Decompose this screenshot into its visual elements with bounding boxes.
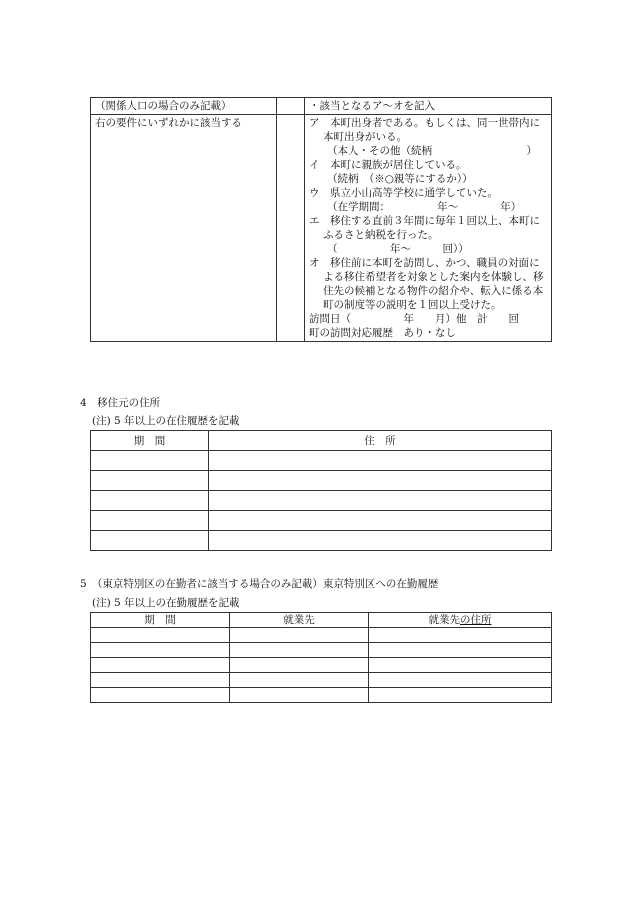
employer-cell[interactable] [230, 628, 369, 643]
previous-address-header [91, 431, 552, 451]
option-a-detail: （本人・その他（続柄 ） [327, 145, 537, 157]
address-header: 住 所 [209, 431, 552, 451]
period-cell[interactable] [91, 531, 209, 551]
table-row [91, 511, 552, 531]
employer-address-cell[interactable] [369, 628, 552, 643]
period-cell[interactable] [91, 491, 209, 511]
table-row [91, 628, 552, 643]
option-u: ウ 県立小山高等学校に通学していた。 [309, 187, 498, 199]
employer-address-header [369, 613, 552, 628]
requirements-label: 右の要件にいずれかに該当する [91, 115, 277, 342]
period-cell[interactable] [91, 511, 209, 531]
employer-address-cell[interactable] [369, 658, 552, 673]
related-population-note: （関係人口の場合のみ記載） [91, 98, 277, 115]
requirements-row [91, 115, 552, 342]
employer-address-cell[interactable] [369, 643, 552, 658]
table-row [91, 491, 552, 511]
employer-header: 就業先 [230, 613, 369, 628]
option-e: エ 移住する直前３年間に毎年１回以上、本町にふるさと納税を行った。 [309, 215, 540, 241]
period-cell[interactable] [91, 451, 209, 471]
option-i-detail: （続柄 （※○親等にするか）） [327, 173, 473, 185]
address-cell[interactable] [209, 511, 552, 531]
requirements-options [305, 115, 552, 342]
previous-address-table [90, 430, 552, 551]
visit-history-line: 町の訪問対応履歴 あり・なし [309, 327, 456, 339]
table-row [91, 688, 552, 703]
section-4-title: 4 移住元の住所 [80, 397, 161, 409]
employer-cell[interactable] [230, 643, 369, 658]
section-5-title: 5 （東京特別区の在勤者に該当する場合のみ記載）東京特別区への在勤履歴 [80, 578, 439, 590]
requirements-entry-cell[interactable] [277, 115, 305, 342]
employer-address-header-part1: 就業先 [428, 613, 460, 626]
period-cell[interactable] [91, 471, 209, 491]
option-i: イ 本町に親族が居住している。 [309, 159, 467, 171]
address-cell[interactable] [209, 491, 552, 511]
option-e-detail: （ 年～ 回）） [327, 243, 469, 255]
address-cell[interactable] [209, 451, 552, 471]
address-cell[interactable] [209, 531, 552, 551]
period-cell[interactable] [91, 688, 230, 703]
address-cell[interactable] [209, 471, 552, 491]
table-row [91, 471, 552, 491]
work-history-header [91, 613, 552, 628]
entry-instruction: ・該当となるア～オを記入 [305, 98, 552, 115]
period-cell[interactable] [91, 643, 230, 658]
employer-cell[interactable] [230, 688, 369, 703]
employer-cell[interactable] [230, 658, 369, 673]
table-row [91, 531, 552, 551]
option-a: ア 本町出身者である。もしくは、同一世帯内に本町出身がいる。 [309, 117, 540, 143]
employer-address-cell[interactable] [369, 673, 552, 688]
period-header: 期 間 [91, 613, 230, 628]
period-header: 期 間 [91, 431, 209, 451]
table-row [91, 658, 552, 673]
requirements-header-row [91, 98, 552, 115]
employer-address-cell[interactable] [369, 688, 552, 703]
period-cell[interactable] [91, 628, 230, 643]
visit-date-line: 訪問日（ 年 月）他 計 回 [309, 313, 519, 325]
period-cell[interactable] [91, 658, 230, 673]
period-cell[interactable] [91, 673, 230, 688]
section-5-note: (注) 5 年以上の在勤履歴を記載 [92, 597, 240, 609]
table-row [91, 643, 552, 658]
residency-requirements-table [90, 97, 552, 342]
table-row [91, 451, 552, 471]
table-row [91, 673, 552, 688]
option-u-detail: （在学期間： 年～ 年） [327, 201, 522, 213]
section-4-note: (注) 5 年以上の在住履歴を記載 [92, 415, 240, 427]
tokyo-work-history-table [90, 612, 552, 703]
employer-cell[interactable] [230, 673, 369, 688]
option-o: オ 移住前に本町を訪問し、かつ、職員の対面による移住希望者を対象とした案内を体験し、移住先の候補となる物件の紹介や、転入に係る本町の制度等の説明を１回以上受けた。 [309, 257, 544, 311]
employer-address-header-part2: の住所 [460, 613, 492, 626]
blank-cell [277, 98, 305, 115]
